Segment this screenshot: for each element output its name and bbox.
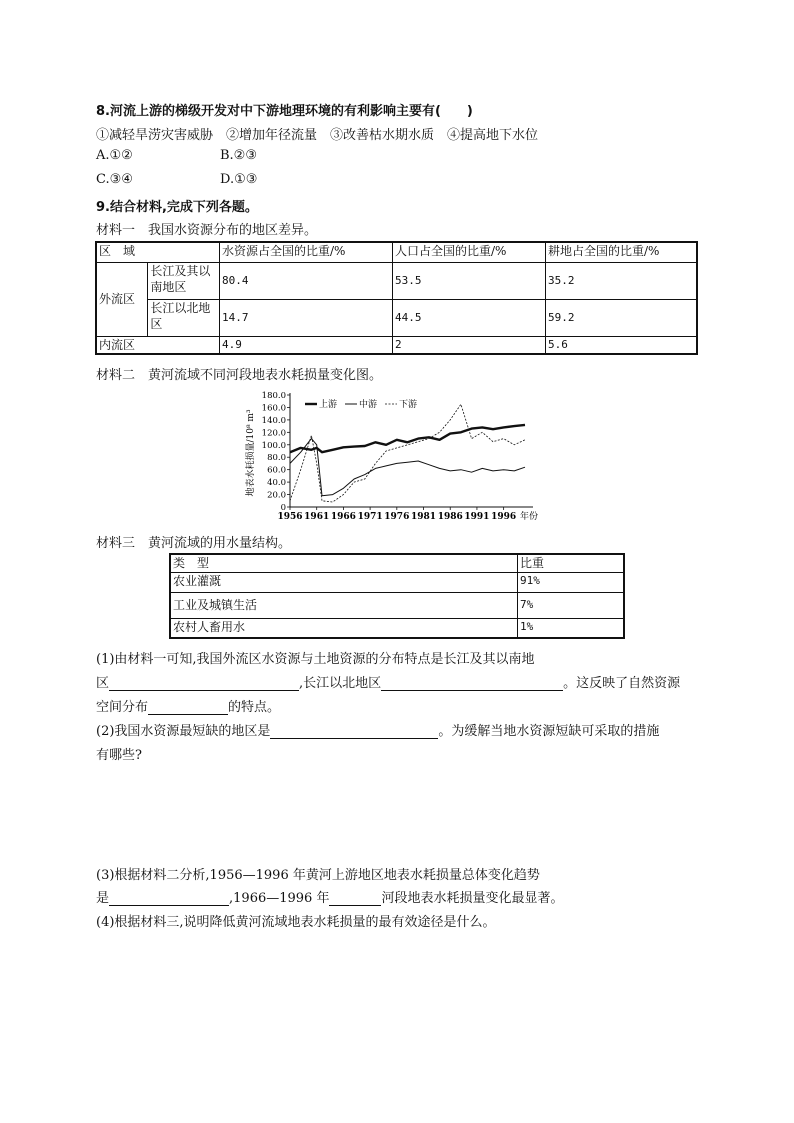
answer-blank-2[interactable] <box>381 676 563 691</box>
y-tick-label: 80.0 <box>267 453 286 464</box>
use-row-1-ratio: 91% <box>518 572 625 592</box>
row1-pop: 53.5 <box>393 262 546 299</box>
material-2-title: 材料二 黄河流域不同河段地表水耗损量变化图。 <box>96 368 383 383</box>
row1-land: 35.2 <box>546 262 698 299</box>
answer-blank-3[interactable] <box>148 700 228 715</box>
outer-region-label: 外流区 <box>96 262 148 336</box>
sub-q1-text-a: 区 <box>96 676 110 691</box>
sub-q1-text-b: ,长江以北地区 <box>299 676 382 691</box>
sub-q4: (4)根据材料三,说明降低黄河流域地表水耗损量的最有效途径是什么。 <box>96 915 496 930</box>
y-tick-label: 100.0 <box>261 440 286 451</box>
sub-q3-line2 <box>96 887 563 906</box>
x-tick-label: 1961 <box>304 512 330 522</box>
row1-water: 80.4 <box>220 262 393 299</box>
x-tick-label: 1956 <box>277 512 303 522</box>
y-tick-label: 160.0 <box>261 403 286 414</box>
row2-name: 长江以北地区 <box>148 299 220 336</box>
sub-q3-text-c: 河段地表水耗损量变化最显著。 <box>381 891 564 906</box>
header-region: 区 域 <box>96 242 220 262</box>
legend-midstream: 中游 <box>359 400 378 410</box>
q8-statements: ①减轻旱涝灾害威胁 ②增加年径流量 ③改善枯水期水质 ④提高地下水位 <box>96 128 539 143</box>
sub-q1-text-c: 。这反映了自然资源 <box>563 676 681 691</box>
q8-option-d[interactable]: D.①③ <box>220 172 258 187</box>
row2-pop: 44.5 <box>393 299 546 336</box>
use-row-2-type: 工业及城镇生活 <box>170 592 518 618</box>
row3-water: 4.9 <box>220 336 393 354</box>
y-axis-label: 地表水耗损量/10⁸ m³ <box>246 409 256 497</box>
y-tick-label: 180.0 <box>261 391 286 401</box>
q8-stem: 8.河流上游的梯级开发对中下游地理环境的有利影响主要有( ) <box>96 104 473 119</box>
use-row-3-type: 农村人畜用水 <box>170 618 518 638</box>
q9-stem: 9.结合材料,完成下列各题。 <box>96 200 258 215</box>
sub-q2-line2: 有哪些? <box>96 748 142 763</box>
q8-option-c[interactable]: C.③④ <box>96 172 133 187</box>
sub-q3-line1: (3)根据材料二分析,1956—1996 年黄河上游地区地表水耗损量总体变化趋势 <box>96 868 540 883</box>
header-land: 耕地占全国的比重/% <box>546 242 698 262</box>
sub-q3-text-b: ,1966—1996 年 <box>229 891 330 906</box>
answer-blank-4[interactable] <box>270 724 438 739</box>
x-tick-label: 1971 <box>357 512 383 522</box>
sub-q1-line3 <box>96 696 280 715</box>
yellow-river-chart <box>245 385 545 523</box>
q8-option-b[interactable]: B.②③ <box>220 148 257 163</box>
answer-blank-1[interactable] <box>109 676 299 691</box>
y-tick-label: 0 <box>280 503 286 513</box>
header-ratio: 比重 <box>518 554 625 572</box>
sub-q2-text-a: (2)我国水资源最短缺的地区是 <box>96 724 271 739</box>
series-line-downstream <box>290 404 525 502</box>
water-resource-table <box>95 241 698 355</box>
header-water: 水资源占全国的比重/% <box>220 242 393 262</box>
x-axis-label: 年份 <box>520 512 539 522</box>
sub-q3-text-a: 是 <box>96 891 110 906</box>
answer-blank-5[interactable] <box>109 891 229 906</box>
inner-region-label: 内流区 <box>96 336 220 354</box>
y-tick-label: 60.0 <box>267 465 286 476</box>
y-tick-label: 120.0 <box>261 428 286 439</box>
series-line-midstream <box>290 439 525 496</box>
x-tick-label: 1966 <box>330 512 356 522</box>
sub-q1-text-d: 空间分布 <box>96 700 149 715</box>
row1-name: 长江及其以南地区 <box>148 262 220 299</box>
use-row-1-type: 农业灌溉 <box>170 572 518 592</box>
x-tick-label: 1981 <box>410 512 437 522</box>
sub-q1-text-e: 的特点。 <box>228 700 281 715</box>
water-use-table <box>169 553 625 639</box>
sub-q1-line1: (1)由材料一可知,我国外流区水资源与土地资源的分布特点是长江及其以南地 <box>96 652 535 667</box>
q8-option-a[interactable]: A.①② <box>96 148 133 163</box>
x-tick-label: 1986 <box>437 512 463 522</box>
row2-water: 14.7 <box>220 299 393 336</box>
y-tick-label: 20.0 <box>267 490 286 501</box>
legend-upstream: 上游 <box>319 400 338 410</box>
header-type: 类 型 <box>170 554 518 572</box>
x-tick-label: 1991 <box>464 512 490 522</box>
x-tick-label: 1996 <box>491 512 517 522</box>
x-tick-label: 1976 <box>384 512 410 522</box>
sub-q1-line2 <box>96 672 680 691</box>
row2-land: 59.2 <box>546 299 698 336</box>
y-tick-label: 40.0 <box>267 478 286 489</box>
material-1-title: 材料一 我国水资源分布的地区差异。 <box>96 223 318 238</box>
row3-pop: 2 <box>393 336 546 354</box>
row3-land: 5.6 <box>546 336 698 354</box>
legend-downstream: 下游 <box>399 400 418 410</box>
use-row-3-ratio: 1% <box>518 618 625 638</box>
answer-blank-6[interactable] <box>329 891 381 906</box>
header-pop: 人口占全国的比重/% <box>393 242 546 262</box>
sub-q2-text-b: 。为缓解当地水资源短缺可采取的措施 <box>438 724 660 739</box>
y-tick-label: 140.0 <box>261 415 286 426</box>
use-row-2-ratio: 7% <box>518 592 625 618</box>
material-3-title: 材料三 黄河流域的用水量结构。 <box>96 536 292 551</box>
sub-q2-line1 <box>96 720 659 739</box>
